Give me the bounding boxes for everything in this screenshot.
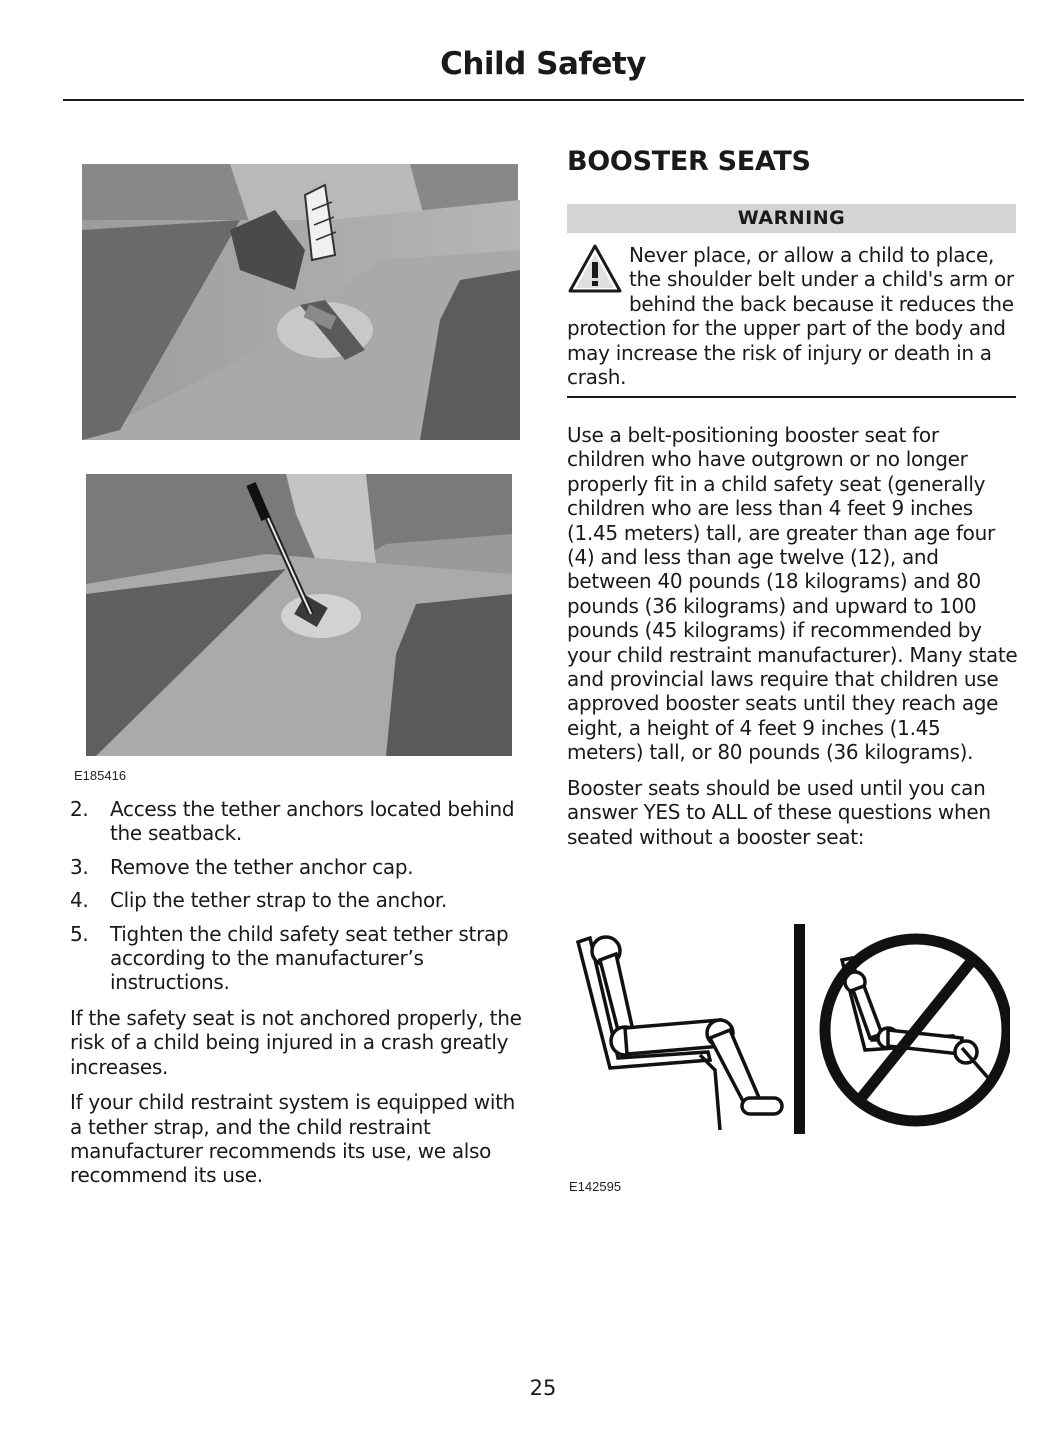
list-item: 2. Access the tether anchors located behind the seatback. bbox=[70, 797, 515, 846]
left-paragraphs bbox=[70, 1006, 532, 1199]
list-item: 4. Clip the tether strap to the anchor. bbox=[70, 888, 448, 913]
correct-seating-posture-icon bbox=[578, 937, 782, 1130]
warning-triangle-icon bbox=[567, 243, 623, 295]
tether-anchor-cap-removal-photo bbox=[86, 474, 512, 760]
figure-id-left: E185416 bbox=[74, 768, 127, 783]
paragraph: Use a belt-positioning booster seat for children who have outgrown or no longer properly fit in a child safety seat (generally children who are less than 4 feet 9 inches (1.45 meters) tall, are greater than age four (4) and less than age twelve (12), and between 40 pounds (18 kilograms) and 80 pounds (36 kilograms) and upward to 100 pounds (45 kilograms) if recommended by your child restraint manufacturer). Many state and provincial laws require that children use approved booster seats until they reach age eight, a height of 4 feet 9 inches (1.45 meters) tall, or 80 pounds (36 kilograms). bbox=[567, 423, 1018, 765]
seatback-tether-anchor-photo bbox=[80, 160, 520, 449]
warning-box bbox=[567, 243, 1019, 389]
right-paragraphs bbox=[567, 423, 1022, 860]
divider-bar bbox=[794, 924, 805, 1134]
section-heading: BOOSTER SEATS bbox=[567, 146, 811, 177]
warning-label: WARNING bbox=[567, 204, 1016, 233]
warning-divider bbox=[567, 396, 1016, 398]
title-divider bbox=[63, 99, 1024, 101]
instruction-steps bbox=[70, 797, 530, 1004]
list-item: 5. Tighten the child safety seat tether strap according to the manufacturer’s instructions. bbox=[70, 921, 509, 995]
warning-text: Never place, or allow a child to place, the shoulder belt under a child's arm or behind the back because it reduces the protection for the upper part of the body and may increase the risk of injury or death in a crash. bbox=[567, 243, 1014, 390]
page-title: Child Safety bbox=[440, 46, 646, 82]
paragraph: If the safety seat is not anchored properly, the risk of a child being injured in a crash greatly increases. bbox=[70, 1006, 522, 1079]
seating-posture-illustration bbox=[570, 920, 1010, 1144]
list-item: 3. Remove the tether anchor cap. bbox=[70, 854, 414, 879]
incorrect-seating-posture-prohibited-icon bbox=[825, 939, 1007, 1121]
figure-id-right: E142595 bbox=[569, 1179, 622, 1194]
page-number: 25 bbox=[529, 1376, 557, 1400]
paragraph: If your child restraint system is equipped with a tether strap, and the child restraint manufacturer recommends its use, we also recommend its use. bbox=[70, 1090, 516, 1188]
paragraph: Booster seats should be used until you can answer YES to ALL of these questions when seated without a booster seat: bbox=[567, 775, 991, 849]
